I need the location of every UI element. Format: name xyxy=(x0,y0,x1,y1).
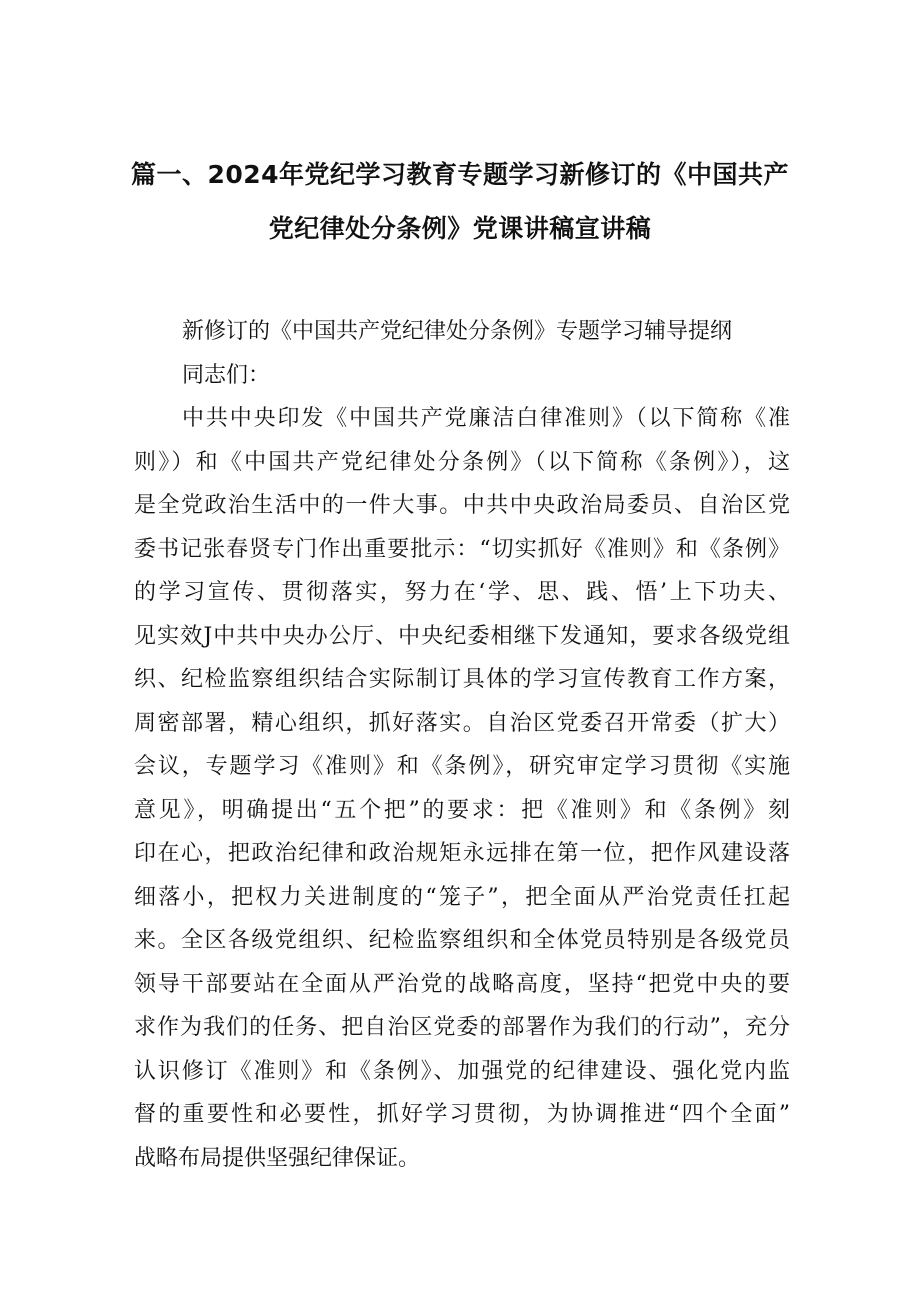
paragraph-line: 周密部署，精心组织，抓好落实。自治区党委召开常委（扩大） xyxy=(134,710,790,736)
paragraph-line: 认识修订《准则》和《条例》、加强党的纪律建设、强化党内监 xyxy=(134,1058,790,1084)
paragraph-line: 求作为我们的任务、把自治区党委的部署作为我们的行动”，充分 xyxy=(134,1015,790,1040)
title-line-1: 篇一、2024年党纪学习教育专题学习新修订的《中国共产 xyxy=(130,160,790,189)
title-line-2: 党纪律处分条例》党课讲稿宣讲稿 xyxy=(268,214,652,243)
subtitle: 新修订的《中国共产党纪律处分条例》专题学习辅导提纲 xyxy=(182,319,733,344)
paragraph-line: 中共中央印发《中国共产党廉洁白律准则》（以下简称《准 xyxy=(182,406,790,431)
body-paragraph xyxy=(134,397,790,1180)
paragraph-line: 是全党政治生活中的一件大事。中共中央政治局委员、自治区党 xyxy=(134,493,790,518)
document-body xyxy=(134,310,790,1180)
paragraph-line: 督的重要性和必要性，抓好学习贯彻，为协调推进“四个全面” xyxy=(134,1102,790,1127)
paragraph-line: 委书记张春贤专门作出重要批示：“切实抓好《准则》和《条例》 xyxy=(134,536,790,562)
paragraph-line: 则》）和《中国共产党纪律处分条例》（以下简称《条例》），这 xyxy=(134,449,790,475)
paragraph-line: 战略布局提供坚强纪律保证。 xyxy=(134,1145,421,1171)
paragraph-line: 的学习宣传、贯彻落实，努力在‘学、思、践、悟’上下功夫、 xyxy=(134,580,790,605)
paragraph-line: 印在心，把政治纪律和政治规矩永远排在第一位，把作风建设落 xyxy=(134,841,790,866)
paragraph-line: 细落小，把权力关进制度的“笼子”，把全面从严治党责任扛起 xyxy=(134,884,790,910)
paragraph-line: 会议，专题学习《准则》和《条例》，研究审定学习贯彻《实施 xyxy=(134,754,790,779)
paragraph-line: 见实效J中共中央办公厅、中央纪委相继下发通知，要求各级党组 xyxy=(134,623,790,649)
paragraph-line: 意见》，明确提出“五个把”的要求：把《准则》和《条例》刻 xyxy=(134,797,790,823)
paragraph-line: 来。全区各级党组织、纪检监察组织和全体党员特别是各级党员 xyxy=(134,928,790,953)
paragraph-line: 织、纪检监察组织结合实际制订具体的学习宣传教育工作方案， xyxy=(134,667,790,692)
document-title xyxy=(130,148,790,256)
greeting: 同志们： xyxy=(182,362,271,388)
paragraph-line: 领导干部要站在全面从严治党的战略高度，坚持“把党中央的要 xyxy=(134,971,790,997)
